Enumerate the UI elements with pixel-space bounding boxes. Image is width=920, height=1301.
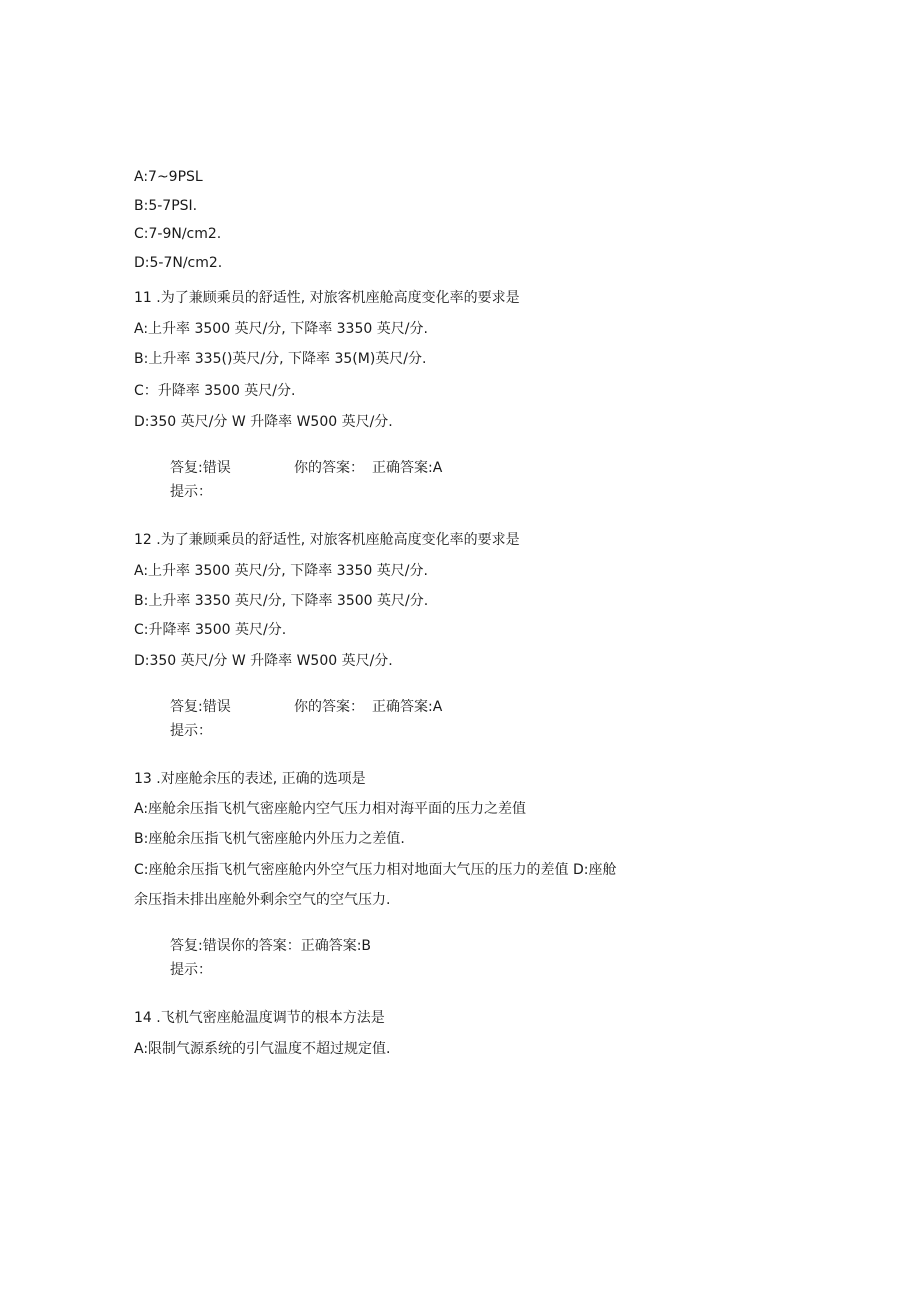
q11-hint: 提示： [170,484,212,500]
q11-reply: 答复:错误 [170,460,231,476]
q12-option-a: A:上升率 3500 英尺/分, 下降率 3350 英尺/分. [134,563,428,579]
q13-option-b: B:座舱余压指飞机气密座舱内外压力之差值. [134,831,405,847]
q12-correct-answer: 正确答案:A [372,699,443,715]
q11-your-answer: 你的答案： [294,460,364,476]
q12-option-b: B:上升率 3350 英尺/分, 下降率 3500 英尺/分. [134,593,429,609]
q11-option-a: A:上升率 3500 英尺/分, 下降率 3350 英尺/分. [134,321,428,337]
q13-option-d: 余压指未排出座舱外剩余空气的空气压力. [134,892,391,908]
q12-option-d: D:350 英尺/分 W 升降率 W500 英尺/分. [134,653,393,669]
q10-option-d: D:5-7N∕cm2. [134,255,223,271]
q12-your-answer: 你的答案： [294,699,364,715]
q11-option-d: D:350 英尺/分 W 升降率 W500 英尺/分. [134,414,393,430]
q13-option-c: C:座舱余压指飞机气密座舱内外空气压力相对地面大气压的压力的差值 D:座舱 [134,862,617,878]
q10-option-c: C:7-9N∕cm2. [134,226,222,242]
q11-option-b: B:上升率 335()英尺/分, 下降率 35(M)英尺/分. [134,351,427,367]
q11-option-c: C：升降率 3500 英尺/分. [134,383,296,399]
q12-hint: 提示： [170,723,212,739]
q14-question: 14 .飞机气密座舱温度调节的根本方法是 [134,1010,385,1026]
q12-reply: 答复:错误 [170,699,231,715]
q12-question: 12 .为了兼顾乘员的舒适性, 对旅客机座舱高度变化率的要求是 [134,532,520,548]
q12-option-c: C:升降率 3500 英尺/分. [134,622,287,638]
q13-option-a: A:座舱余压指飞机气密座舱内空气压力相对海平面的压力之差值 [134,801,527,817]
q10-option-a: A:7~9PSL [134,169,203,185]
q11-correct-answer: 正确答案:A [372,460,443,476]
q10-option-b: B:5-7PSI. [134,198,198,214]
q13-answer-line: 答复:错误你的答案：正确答案:B [170,938,372,954]
q11-question: 11 .为了兼顾乘员的舒适性, 对旅客机座舱高度变化率的要求是 [134,290,520,306]
q14-option-a: A:限制气源系统的引气温度不超过规定值. [134,1041,391,1057]
q13-question: 13 .对座舱余压的表述, 正确的选项是 [134,771,366,787]
q13-hint: 提示： [170,962,212,978]
